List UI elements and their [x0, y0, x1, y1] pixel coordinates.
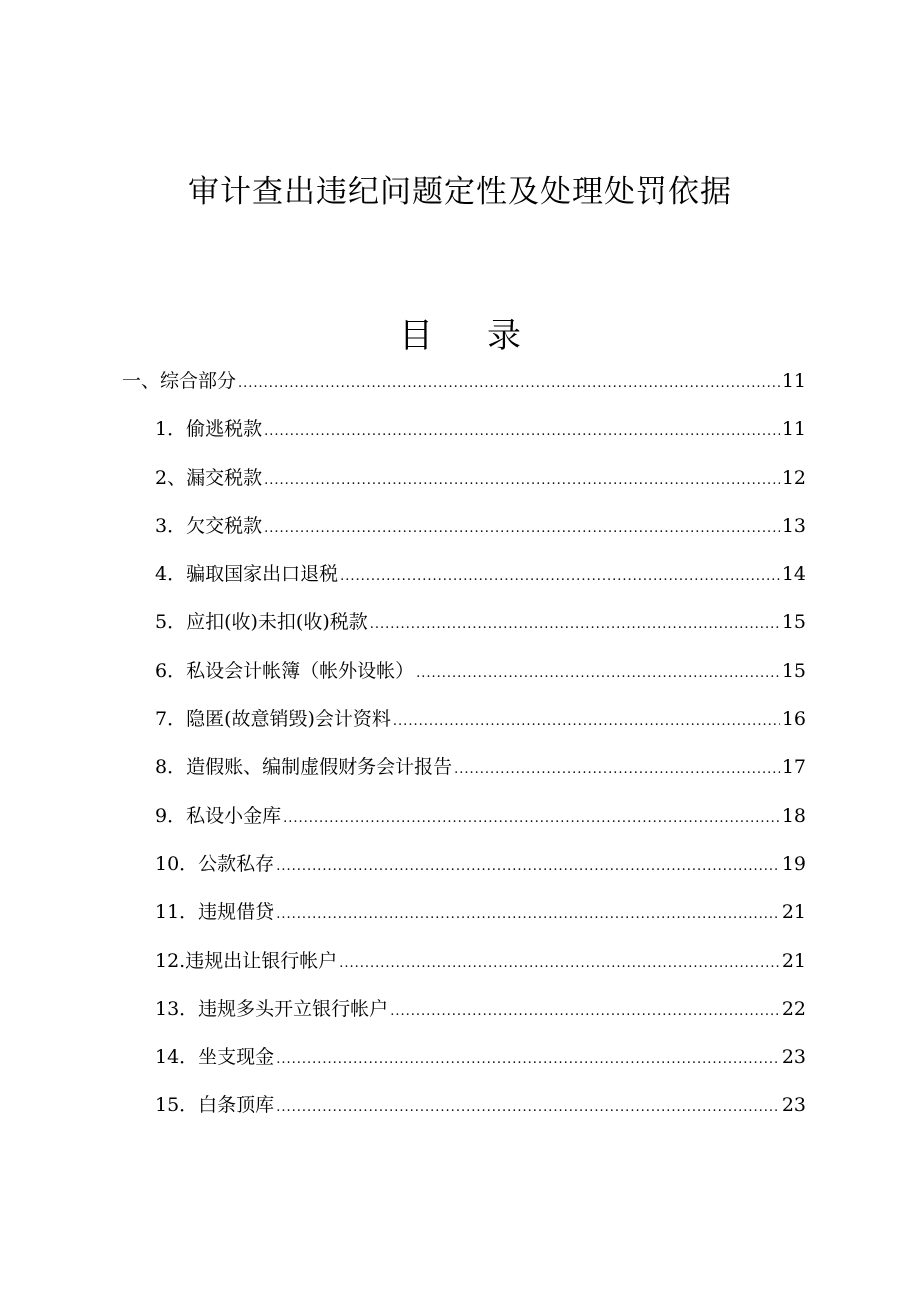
toc-entry[interactable] — [122, 656, 806, 704]
toc-entry[interactable] — [122, 946, 806, 994]
toc-entry-label: 1．偷逃税款 — [155, 418, 263, 441]
toc-leader-dots — [454, 762, 780, 777]
toc-leader-dots — [283, 811, 780, 826]
toc-entry-page: 12 — [781, 466, 806, 489]
toc-entry-page: 21 — [781, 949, 806, 972]
toc-entry[interactable] — [122, 559, 806, 607]
toc-entry-page: 11 — [781, 418, 806, 441]
toc-entry-label: 13．违规多头开立银行帐户 — [155, 997, 389, 1020]
toc-leader-dots — [339, 956, 780, 971]
toc-entry[interactable] — [122, 801, 806, 849]
toc-leader-dots — [370, 617, 780, 632]
toc-heading — [0, 308, 920, 357]
toc-leader-dots — [264, 473, 780, 488]
table-of-contents — [122, 366, 806, 1139]
toc-entry-page: 16 — [781, 708, 806, 731]
toc-entry-page: 19 — [781, 852, 806, 875]
toc-entry[interactable] — [122, 704, 806, 752]
toc-entry-label: 一、综合部分 — [122, 370, 237, 392]
toc-entry-page: 14 — [781, 563, 806, 586]
toc-leader-dots — [416, 666, 780, 681]
toc-leader-dots — [264, 424, 780, 439]
toc-entry-page: 23 — [781, 1046, 806, 1069]
toc-leader-dots — [264, 521, 780, 536]
toc-entry-label: 11．违规借贷 — [155, 901, 275, 924]
toc-leader-dots — [276, 907, 780, 922]
toc-entry-page: 15 — [781, 659, 806, 682]
toc-heading-char-1: 目 — [399, 316, 433, 356]
toc-entry-page: 21 — [781, 901, 806, 924]
toc-entry[interactable] — [122, 752, 806, 800]
toc-entry[interactable] — [122, 994, 806, 1042]
toc-entry-label: 12.违规出让银行帐户 — [155, 949, 338, 972]
toc-entry-label: 2、漏交税款 — [155, 466, 263, 489]
toc-entry-page: 23 — [781, 1094, 806, 1117]
toc-entry-label: 7．隐匿(故意销毁)会计资料 — [155, 708, 391, 731]
toc-leader-dots — [393, 714, 780, 729]
toc-entry-label: 5．应扣(收)未扣(收)税款 — [155, 611, 368, 634]
toc-entry-page: 22 — [781, 997, 806, 1020]
toc-leader-dots — [276, 1052, 780, 1067]
toc-entry[interactable] — [122, 897, 806, 945]
toc-entry-label: 9．私设小金库 — [155, 804, 282, 827]
toc-entry-label: 3．欠交税款 — [155, 514, 263, 537]
toc-heading-char-2: 录 — [487, 316, 521, 356]
toc-entry-label: 15．白条顶库 — [155, 1094, 275, 1117]
toc-entry[interactable] — [122, 414, 806, 462]
toc-entry-label: 4．骗取国家出口退税 — [155, 563, 339, 586]
toc-entry[interactable] — [122, 463, 806, 511]
document-title: 审计查出违纪问题定性及处理处罚依据 — [188, 174, 732, 210]
toc-entry-label: 8．造假账、编制虚假财务会计报告 — [155, 756, 453, 779]
toc-entry[interactable] — [122, 511, 806, 559]
toc-entry[interactable] — [122, 607, 806, 655]
toc-entry-section-1[interactable] — [122, 366, 806, 414]
toc-entry-label: 14．坐支现金 — [155, 1046, 275, 1069]
toc-entry[interactable] — [122, 1090, 806, 1138]
toc-entry-page: 13 — [781, 514, 806, 537]
toc-leader-dots — [390, 1004, 780, 1019]
toc-entry-page: 18 — [781, 804, 806, 827]
toc-leader-dots — [276, 859, 780, 874]
toc-entry-label: 6．私设会计帐簿（帐外设帐） — [155, 659, 415, 682]
toc-entry-label: 10．公款私存 — [155, 852, 275, 875]
toc-entry-page: 11 — [781, 370, 806, 392]
toc-entry-page: 17 — [781, 756, 806, 779]
toc-leader-dots — [340, 569, 780, 584]
toc-leader-dots — [276, 1100, 780, 1115]
toc-entry-page: 15 — [781, 611, 806, 634]
toc-leader-dots — [238, 376, 780, 391]
toc-entry[interactable] — [122, 849, 806, 897]
toc-entry[interactable] — [122, 1042, 806, 1090]
